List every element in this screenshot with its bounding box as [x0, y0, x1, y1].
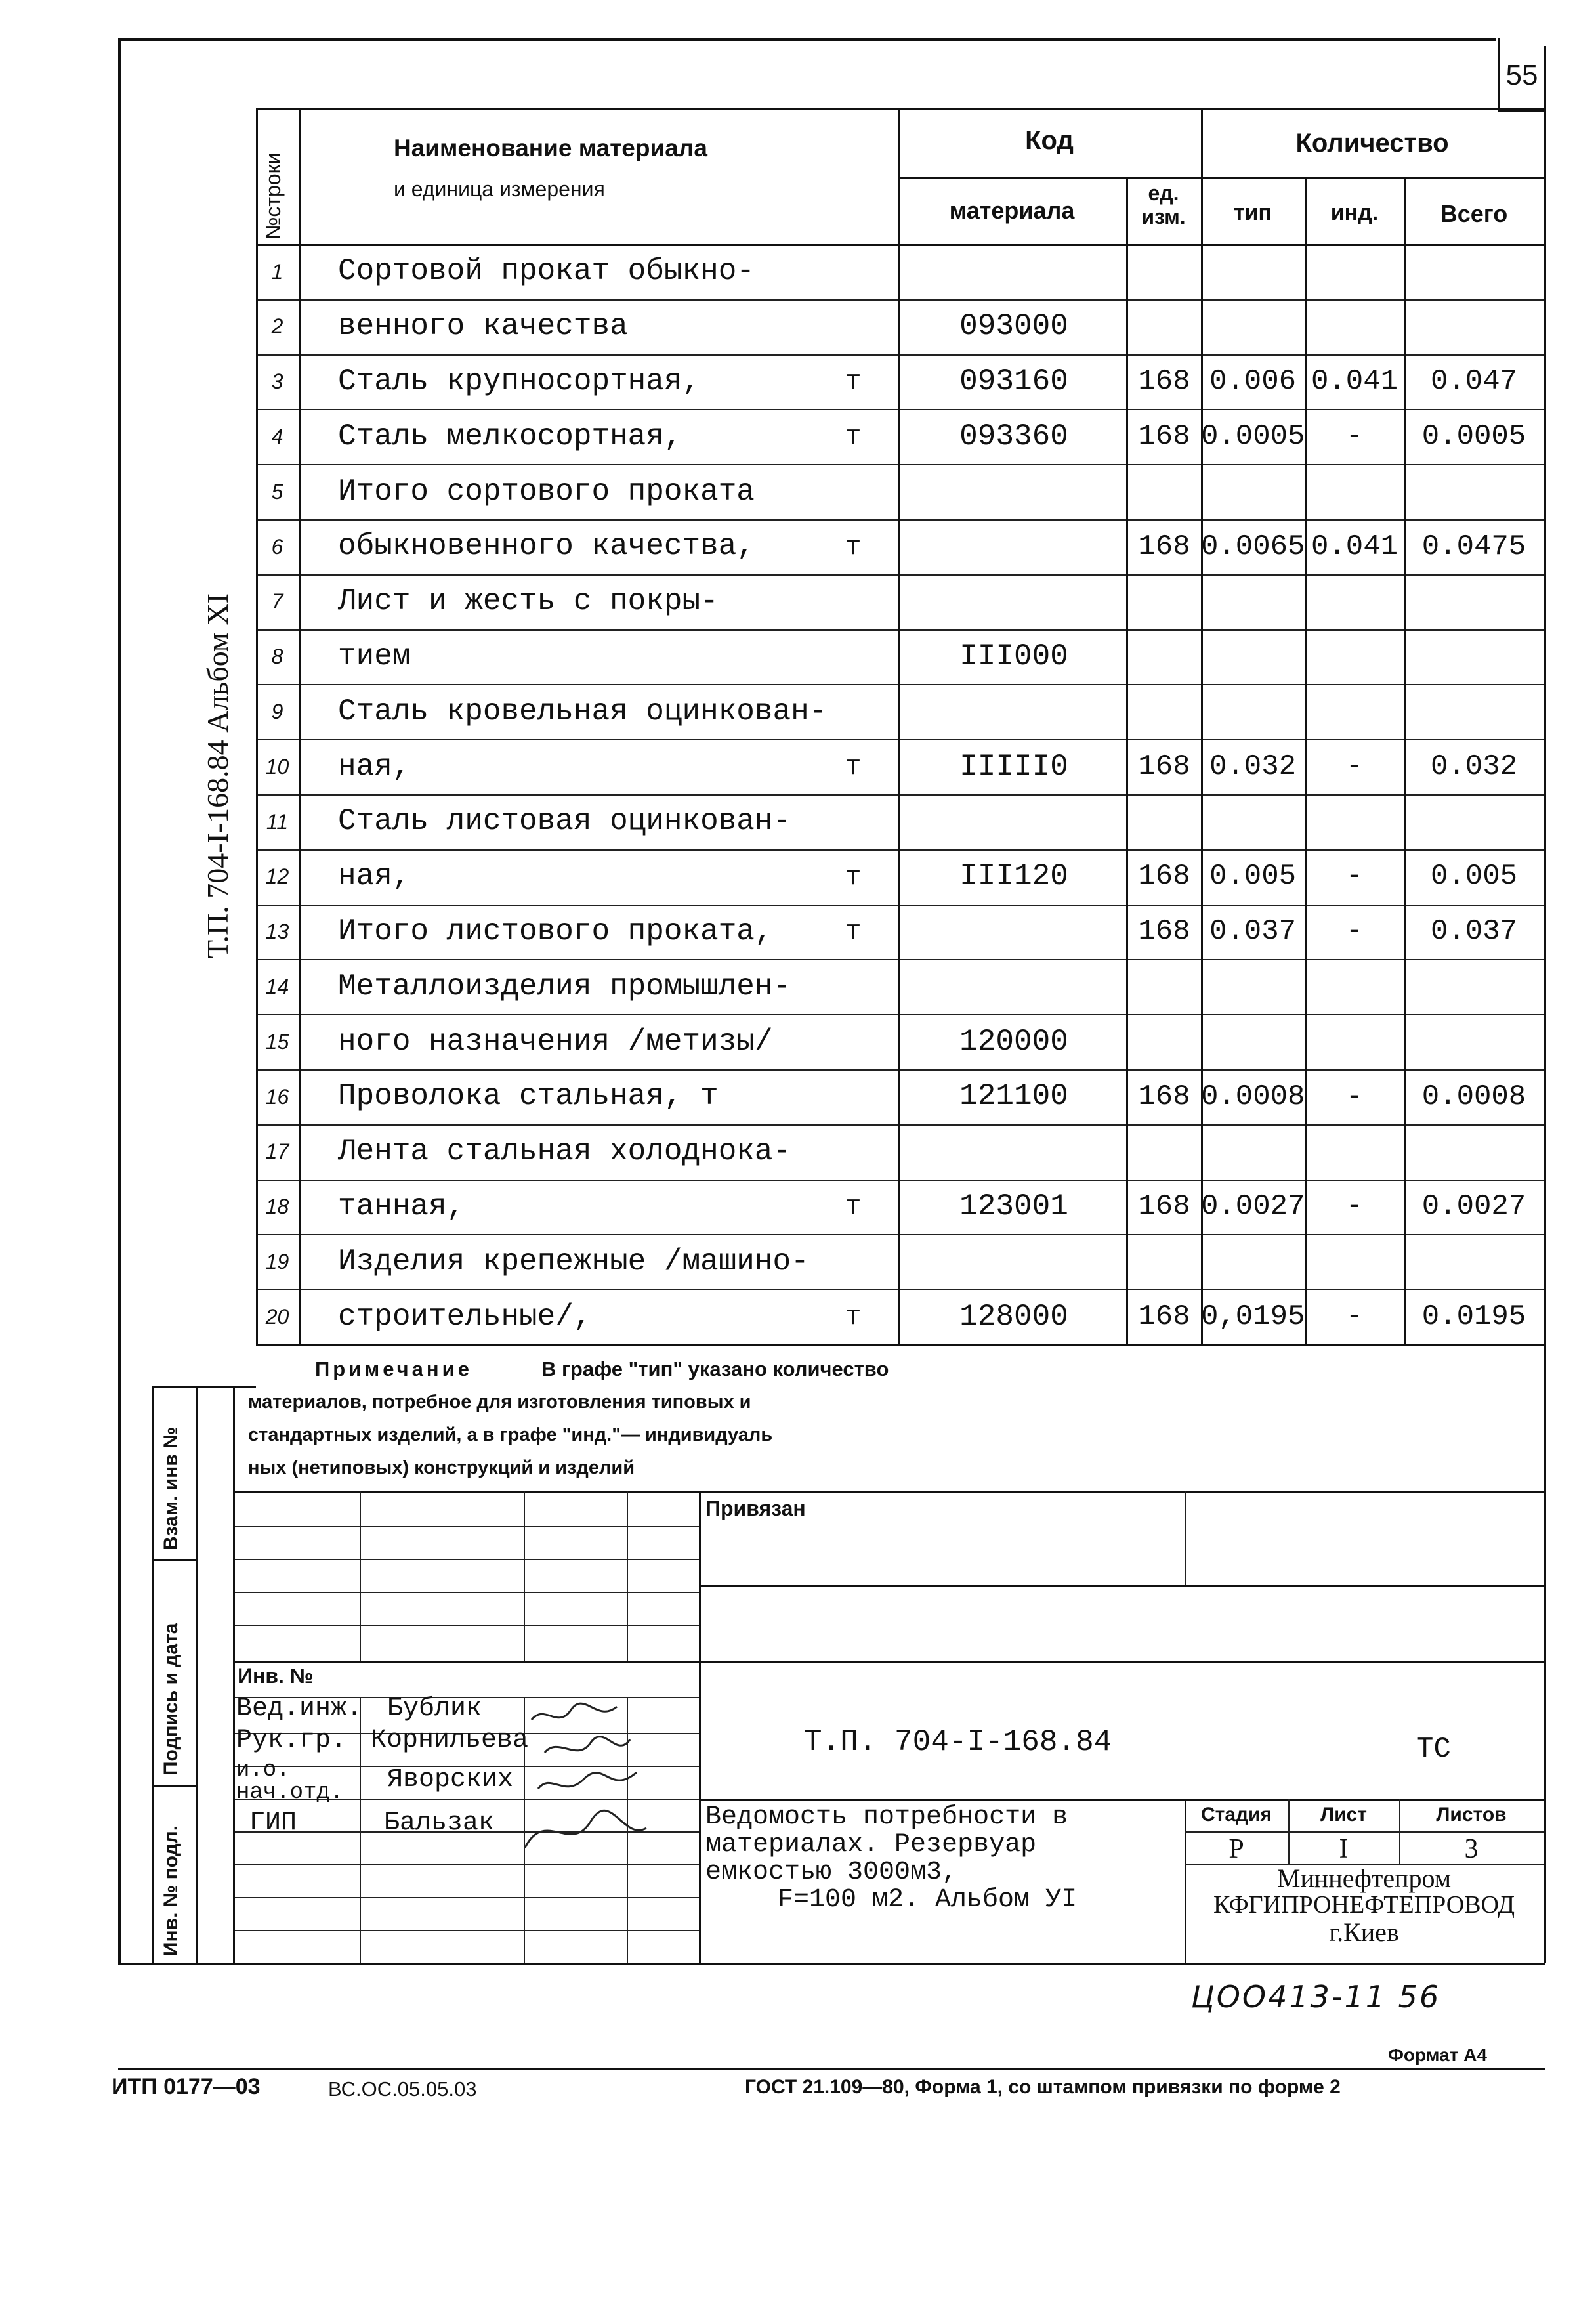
row-number: 17: [265, 1140, 289, 1163]
qty-type: 0,0195: [1201, 1300, 1305, 1333]
row-number: 7: [271, 589, 284, 613]
header-unit-code: ед. изм.: [1141, 181, 1186, 228]
unit-of-measure: т: [845, 751, 862, 782]
unit-of-measure: т: [845, 1301, 862, 1332]
name-4: Бальзак: [384, 1808, 495, 1838]
title-line-3: емкостью 3000м3,: [705, 1858, 958, 1887]
unit-code: 168: [1138, 365, 1190, 398]
unit-code: 168: [1138, 1190, 1190, 1223]
header-quantity: Количество: [1295, 129, 1449, 158]
material-code: III000: [959, 639, 1068, 673]
qty-total: 0.0475: [1421, 530, 1526, 563]
sheets-header: Листов: [1436, 1804, 1507, 1825]
role-1: Вед.инж.: [236, 1694, 363, 1724]
material-name: Сталь мелкосортная,: [338, 419, 682, 454]
note-line3: стандартных изделий, а в графе "инд."— индивидуаль: [248, 1424, 773, 1445]
material-name: Изделия крепежные /машино-: [338, 1245, 809, 1279]
stage-value: Р: [1228, 1834, 1244, 1864]
material-name: тием: [338, 639, 411, 673]
stamp-privyazan: Привязан: [705, 1497, 806, 1520]
material-name: Лист и жесть с покры-: [338, 584, 719, 618]
name-2: Корнильева: [371, 1726, 529, 1755]
unit-code: 168: [1138, 915, 1190, 948]
material-code: 121100: [959, 1079, 1068, 1113]
doc-mark: ТС: [1416, 1733, 1451, 1766]
sheet-value: I: [1339, 1834, 1349, 1864]
footer-right: ГОСТ 21.109—80, Форма 1, со штампом привязки по форме 2: [745, 2076, 1341, 2098]
row-number: 15: [265, 1030, 289, 1054]
unit-code: 168: [1138, 420, 1190, 453]
qty-ind: -: [1345, 860, 1364, 893]
material-code: 123001: [959, 1189, 1068, 1224]
title-line-2: материалах. Резервуар: [705, 1830, 1037, 1860]
unit-of-measure: т: [845, 916, 862, 947]
unit-code: 168: [1138, 1080, 1190, 1113]
unit-of-measure: т: [845, 531, 862, 563]
row-divider: [256, 849, 1544, 851]
format-label: Формат А4: [1388, 2045, 1487, 2065]
row-divider: [256, 684, 1544, 685]
org-line-3: г.Киев: [1329, 1917, 1399, 1947]
title-line-1: Ведомость потребности в: [705, 1802, 1068, 1832]
material-name: ного назначения /метизы/: [338, 1025, 773, 1059]
qty-type: 0.0005: [1201, 420, 1305, 453]
row-number: 1: [271, 260, 284, 284]
material-name: строительные/,: [338, 1300, 592, 1334]
note-line1: В графе "тип" указано количество: [541, 1357, 889, 1380]
material-name: Сортовой прокат обыкно-: [338, 254, 755, 288]
note-title: Примечание: [315, 1357, 472, 1380]
row-divider: [256, 354, 1544, 356]
material-code: 093000: [959, 309, 1068, 343]
row-divider: [256, 1014, 1544, 1015]
header-total: Всего: [1440, 200, 1508, 227]
role-2: Рук.гр.: [236, 1726, 347, 1755]
qty-ind: 0.041: [1311, 365, 1398, 398]
qty-type: 0.0065: [1201, 530, 1305, 563]
qty-total: 0.0008: [1421, 1080, 1526, 1113]
handwritten-ref: ЦОО413-11 56: [1191, 1979, 1441, 2014]
row-number: 5: [271, 480, 284, 503]
row-divider: [256, 409, 1544, 410]
material-name: Итого сортового проката: [338, 475, 755, 509]
qty-ind: 0.041: [1311, 530, 1398, 563]
row-number: 8: [271, 645, 284, 668]
row-divider: [256, 299, 1544, 301]
margin-inv: Инв. № подл.: [160, 1825, 182, 1956]
note-line2: материалов, потребное для изготовления типовых и: [248, 1392, 751, 1413]
qty-type: 0.0008: [1201, 1080, 1305, 1113]
frame-top: [118, 38, 1496, 41]
row-number: 12: [265, 864, 289, 888]
material-name: танная,: [338, 1189, 465, 1224]
qty-type: 0.0027: [1201, 1190, 1305, 1223]
sheet-header: Лист: [1320, 1804, 1367, 1825]
footer-mid: ВС.ОС.05.05.03: [328, 2078, 477, 2100]
qty-ind: -: [1345, 1300, 1364, 1333]
header-unit-line: и единица измерения: [394, 177, 605, 201]
note-line4: ных (нетиповых) конструкций и изделий: [248, 1457, 635, 1478]
qty-total: 0.005: [1430, 860, 1518, 893]
row-divider: [256, 574, 1544, 576]
material-code: 093360: [959, 419, 1068, 454]
material-name: Металлоизделия промышлен-: [338, 970, 791, 1004]
row-divider: [256, 1124, 1544, 1126]
qty-total: 0.047: [1430, 365, 1518, 398]
row-number: 11: [266, 810, 289, 834]
material-code: IIIII0: [959, 750, 1068, 784]
row-number: 6: [271, 535, 284, 559]
org-line-1: Миннефтепром: [1276, 1864, 1452, 1893]
row-number: 19: [265, 1250, 289, 1273]
signatures-drawing: [518, 1697, 650, 1867]
material-name: Итого листового проката,: [338, 914, 773, 949]
qty-type: 0.037: [1209, 915, 1297, 948]
stage-header: Стадия: [1200, 1804, 1272, 1825]
material-name: Сталь кровельная оцинкован-: [338, 694, 828, 729]
material-name: Лента стальная холоднока-: [338, 1134, 791, 1168]
unit-of-measure: т: [845, 366, 862, 397]
unit-code: 168: [1138, 1300, 1190, 1333]
row-divider: [256, 629, 1544, 631]
qty-type: 0.006: [1209, 365, 1297, 398]
material-name: Сталь крупносортная,: [338, 364, 701, 398]
qty-type: 0.032: [1209, 750, 1297, 783]
row-number: 18: [265, 1195, 289, 1218]
row-divider: [256, 464, 1544, 465]
unit-of-measure: т: [845, 861, 862, 893]
qty-type: 0.005: [1209, 860, 1297, 893]
qty-total: 0.032: [1430, 750, 1518, 783]
material-code: 120000: [959, 1025, 1068, 1059]
page-number-box-bottom: [1498, 110, 1545, 112]
qty-ind: -: [1345, 1190, 1364, 1223]
margin-podpis: Подпись и дата: [160, 1623, 182, 1776]
row-divider: [256, 1234, 1544, 1235]
name-1: Бублик: [387, 1694, 482, 1724]
row-divider: [256, 1069, 1544, 1071]
material-name: Проволока стальная, т: [338, 1079, 719, 1113]
unit-code: 168: [1138, 860, 1190, 893]
qty-ind: -: [1345, 1080, 1364, 1113]
side-label: Т.П. 704-I-168.84 Альбом XI: [201, 593, 234, 958]
frame-bottom: [118, 1963, 1545, 1965]
row-divider: [256, 1180, 1544, 1181]
qty-total: 0.037: [1430, 915, 1518, 948]
header-type: тип: [1233, 200, 1272, 225]
qty-total: 0.0005: [1421, 420, 1526, 453]
material-name: венного качества: [338, 309, 628, 343]
footer-left: ИТП 0177—03: [112, 2074, 261, 2099]
page-number: 55: [1505, 59, 1538, 91]
row-divider: [256, 1289, 1544, 1290]
name-3: Яворских: [387, 1765, 514, 1795]
footer-rule: [118, 2068, 1545, 2070]
qty-ind: -: [1345, 915, 1364, 948]
sheets-value: 3: [1464, 1834, 1479, 1864]
unit-code: 168: [1138, 530, 1190, 563]
qty-total: 0.0195: [1421, 1300, 1526, 1333]
role-3: и.о. нач.отд.: [236, 1758, 344, 1805]
doc-code: Т.П. 704-I-168.84: [804, 1725, 1112, 1759]
row-number: 3: [271, 370, 284, 393]
material-code: 093160: [959, 364, 1068, 398]
qty-ind: -: [1345, 750, 1364, 783]
org-line-2: КФГИПРОНЕФТЕПРОВОД: [1213, 1891, 1515, 1919]
material-name: ная,: [338, 859, 411, 893]
header-code: Код: [1025, 126, 1074, 155]
row-divider: [256, 739, 1544, 740]
row-number: 16: [265, 1085, 289, 1109]
row-number: 9: [271, 700, 284, 723]
row-divider: [256, 519, 1544, 521]
unit-of-measure: т: [845, 1191, 862, 1222]
title-line-4: F=100 м2. Альбом УI: [778, 1885, 1078, 1915]
row-divider: [256, 959, 1544, 960]
qty-ind: -: [1345, 420, 1364, 453]
row-number: 2: [271, 314, 284, 338]
material-code: III120: [959, 859, 1068, 893]
row-number: 13: [265, 920, 289, 943]
header-row-no: №строки: [261, 152, 285, 240]
row-divider: [256, 794, 1544, 796]
row-number: 4: [271, 425, 284, 448]
header-ind: инд.: [1330, 200, 1379, 225]
row-divider: [256, 905, 1544, 906]
role-4: ГИП: [249, 1808, 297, 1838]
unit-of-measure: т: [845, 421, 862, 452]
material-code: 128000: [959, 1300, 1068, 1334]
frame-left: [118, 38, 121, 1963]
material-name: Сталь листовая оцинкован-: [338, 804, 791, 838]
material-name: обыкновенного качества,: [338, 529, 755, 563]
margin-vzam: Взам. инв №: [160, 1426, 182, 1550]
row-number: 14: [265, 975, 289, 998]
row-number: 10: [265, 755, 289, 778]
row-number: 20: [265, 1305, 289, 1329]
qty-total: 0.0027: [1421, 1190, 1526, 1223]
stamp-inv-no: Инв. №: [238, 1664, 314, 1688]
unit-code: 168: [1138, 750, 1190, 783]
header-material-code: материала: [949, 197, 1075, 224]
material-name: ная,: [338, 750, 411, 784]
header-material-name: Наименование материала: [394, 135, 707, 161]
